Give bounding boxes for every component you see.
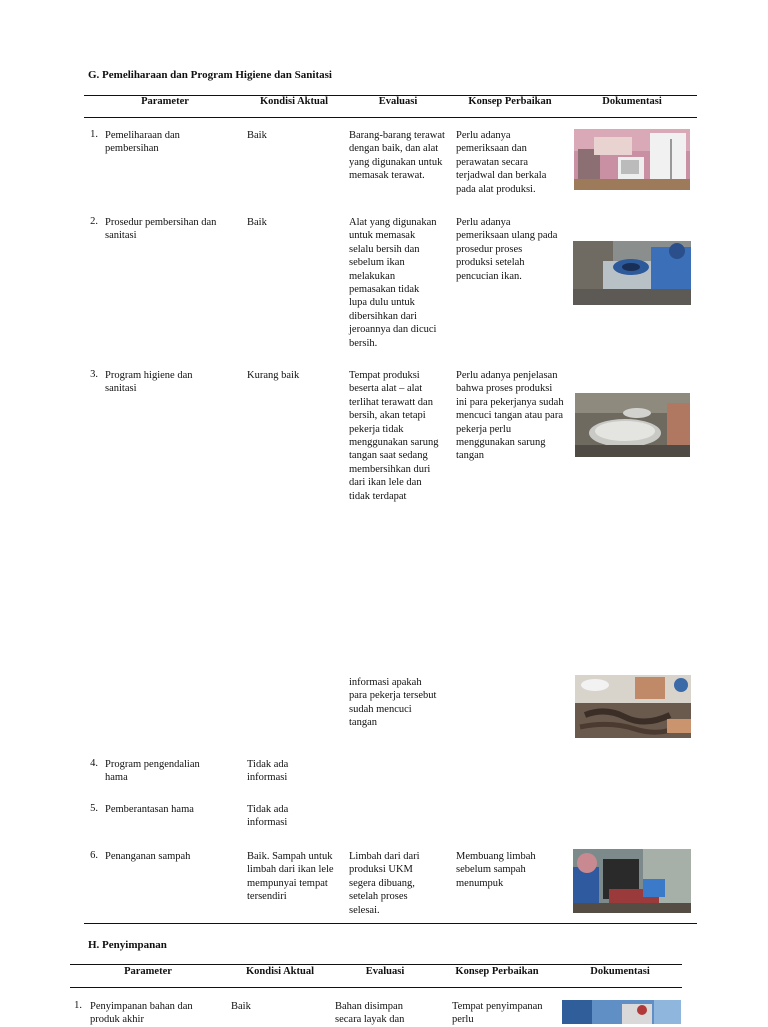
cooking-pan-photo [575,393,690,457]
header-parameter: Parameter [141,96,189,107]
row-kondisi: Tidak ada informasi [247,759,289,784]
row-number: 6. [90,850,98,861]
row-number: 5. [90,803,98,814]
table-h-header-rule [70,987,682,988]
row-number: 1. [74,1000,82,1011]
header-konsep: Konsep Perbaikan [455,966,539,977]
row-kondisi: Kurang baik [247,370,300,381]
header-dokumentasi: Dokumentasi [602,96,662,107]
header-dokumentasi: Dokumentasi [590,966,650,977]
header-parameter: Parameter [124,966,172,977]
row-kondisi: Baik [247,217,267,228]
storage-photo [562,1000,681,1024]
row-kondisi: Tidak ada informasi [247,804,289,829]
row-evaluasi-continued: informasi apakah para pekerja tersebut sudah mencuci tangan [349,677,437,729]
row-konsep: Perlu adanya pemeriksaan ulang pada prosedur proses produksi setelah pencucian ikan. [456,217,558,282]
row-kondisi: Baik. Sampah untuk limbah dari ikan lele mempunyai tempat tersendiri [247,851,334,903]
row-evaluasi: Barang-barang terawat dengan baik, dan alat yang digunakan untuk memasak terawat. [349,130,445,182]
washing-fish-photo [573,241,691,305]
kitchen-equipment-photo [574,129,690,190]
row-konsep: Perlu adanya pemeriksaan dan perawatan secara terjadwal dan berkala pada alat produksi. [456,130,547,195]
row-konsep: Perlu adanya penjelasan bahwa proses produksi ini para pekerjanya sudah mencuci tangan atau para pekerja perlu menggunakan sarung tangan [456,370,564,462]
row-parameter: Program pengendalian hama [105,759,200,784]
header-kondisi: Kondisi Aktual [260,96,328,107]
row-parameter: Prosedur pembersihan dan sanitasi [105,217,217,242]
deboning-fish-photo [575,675,691,738]
row-konsep: Tempat penyimpanan perlu [452,1001,543,1026]
table-g-header-rule [84,117,697,118]
row-number: 4. [90,758,98,769]
row-konsep: Membuang limbah sebelum sampah menumpuk [456,851,536,889]
header-evaluasi: Evaluasi [365,966,405,977]
section-g-heading: G. Pemeliharaan dan Program Higiene dan Sanitasi [88,69,332,81]
header-konsep: Konsep Perbaikan [468,96,552,107]
row-parameter: Penyimpanan bahan dan produk akhir [90,1001,193,1026]
header-kondisi: Kondisi Aktual [246,966,314,977]
table-h-top-rule [70,964,682,965]
header-evaluasi: Evaluasi [378,96,418,107]
row-number: 2. [90,216,98,227]
row-parameter: Program higiene dan sanitasi [105,370,193,395]
row-evaluasi: Alat yang digunakan untuk memasak selalu bersih dan sebelum ikan melakukan pemasakan tidak lupa dulu untuk dibersihkan dari jeroannya dan dicuci bersih. [349,217,437,349]
row-parameter: Pemberantasan hama [105,804,194,815]
table-g-bottom-rule [84,923,697,924]
row-kondisi: Baik [247,130,267,141]
row-parameter: Pemeliharaan dan pembersihan [105,130,180,155]
row-evaluasi: Limbah dari dari produksi UKM segera dibuang, setelah proses selesai. [349,851,420,916]
row-number: 3. [90,369,98,380]
waste-handling-photo [573,849,691,913]
row-parameter: Penanganan sampah [105,851,191,862]
row-number: 1. [90,129,98,140]
row-evaluasi: Bahan disimpan secara layak dan [335,1001,405,1026]
section-h-heading: H. Penyimpanan [88,939,167,951]
row-kondisi: Baik [231,1001,251,1012]
row-evaluasi: Tempat produksi beserta alat – alat terlihat terawatt dan bersih, akan tetapi pekerja tidak menggunakan sarung tangan saat sedang membersihkan duri dari ikan lele dan tidak terdapat [349,370,439,502]
